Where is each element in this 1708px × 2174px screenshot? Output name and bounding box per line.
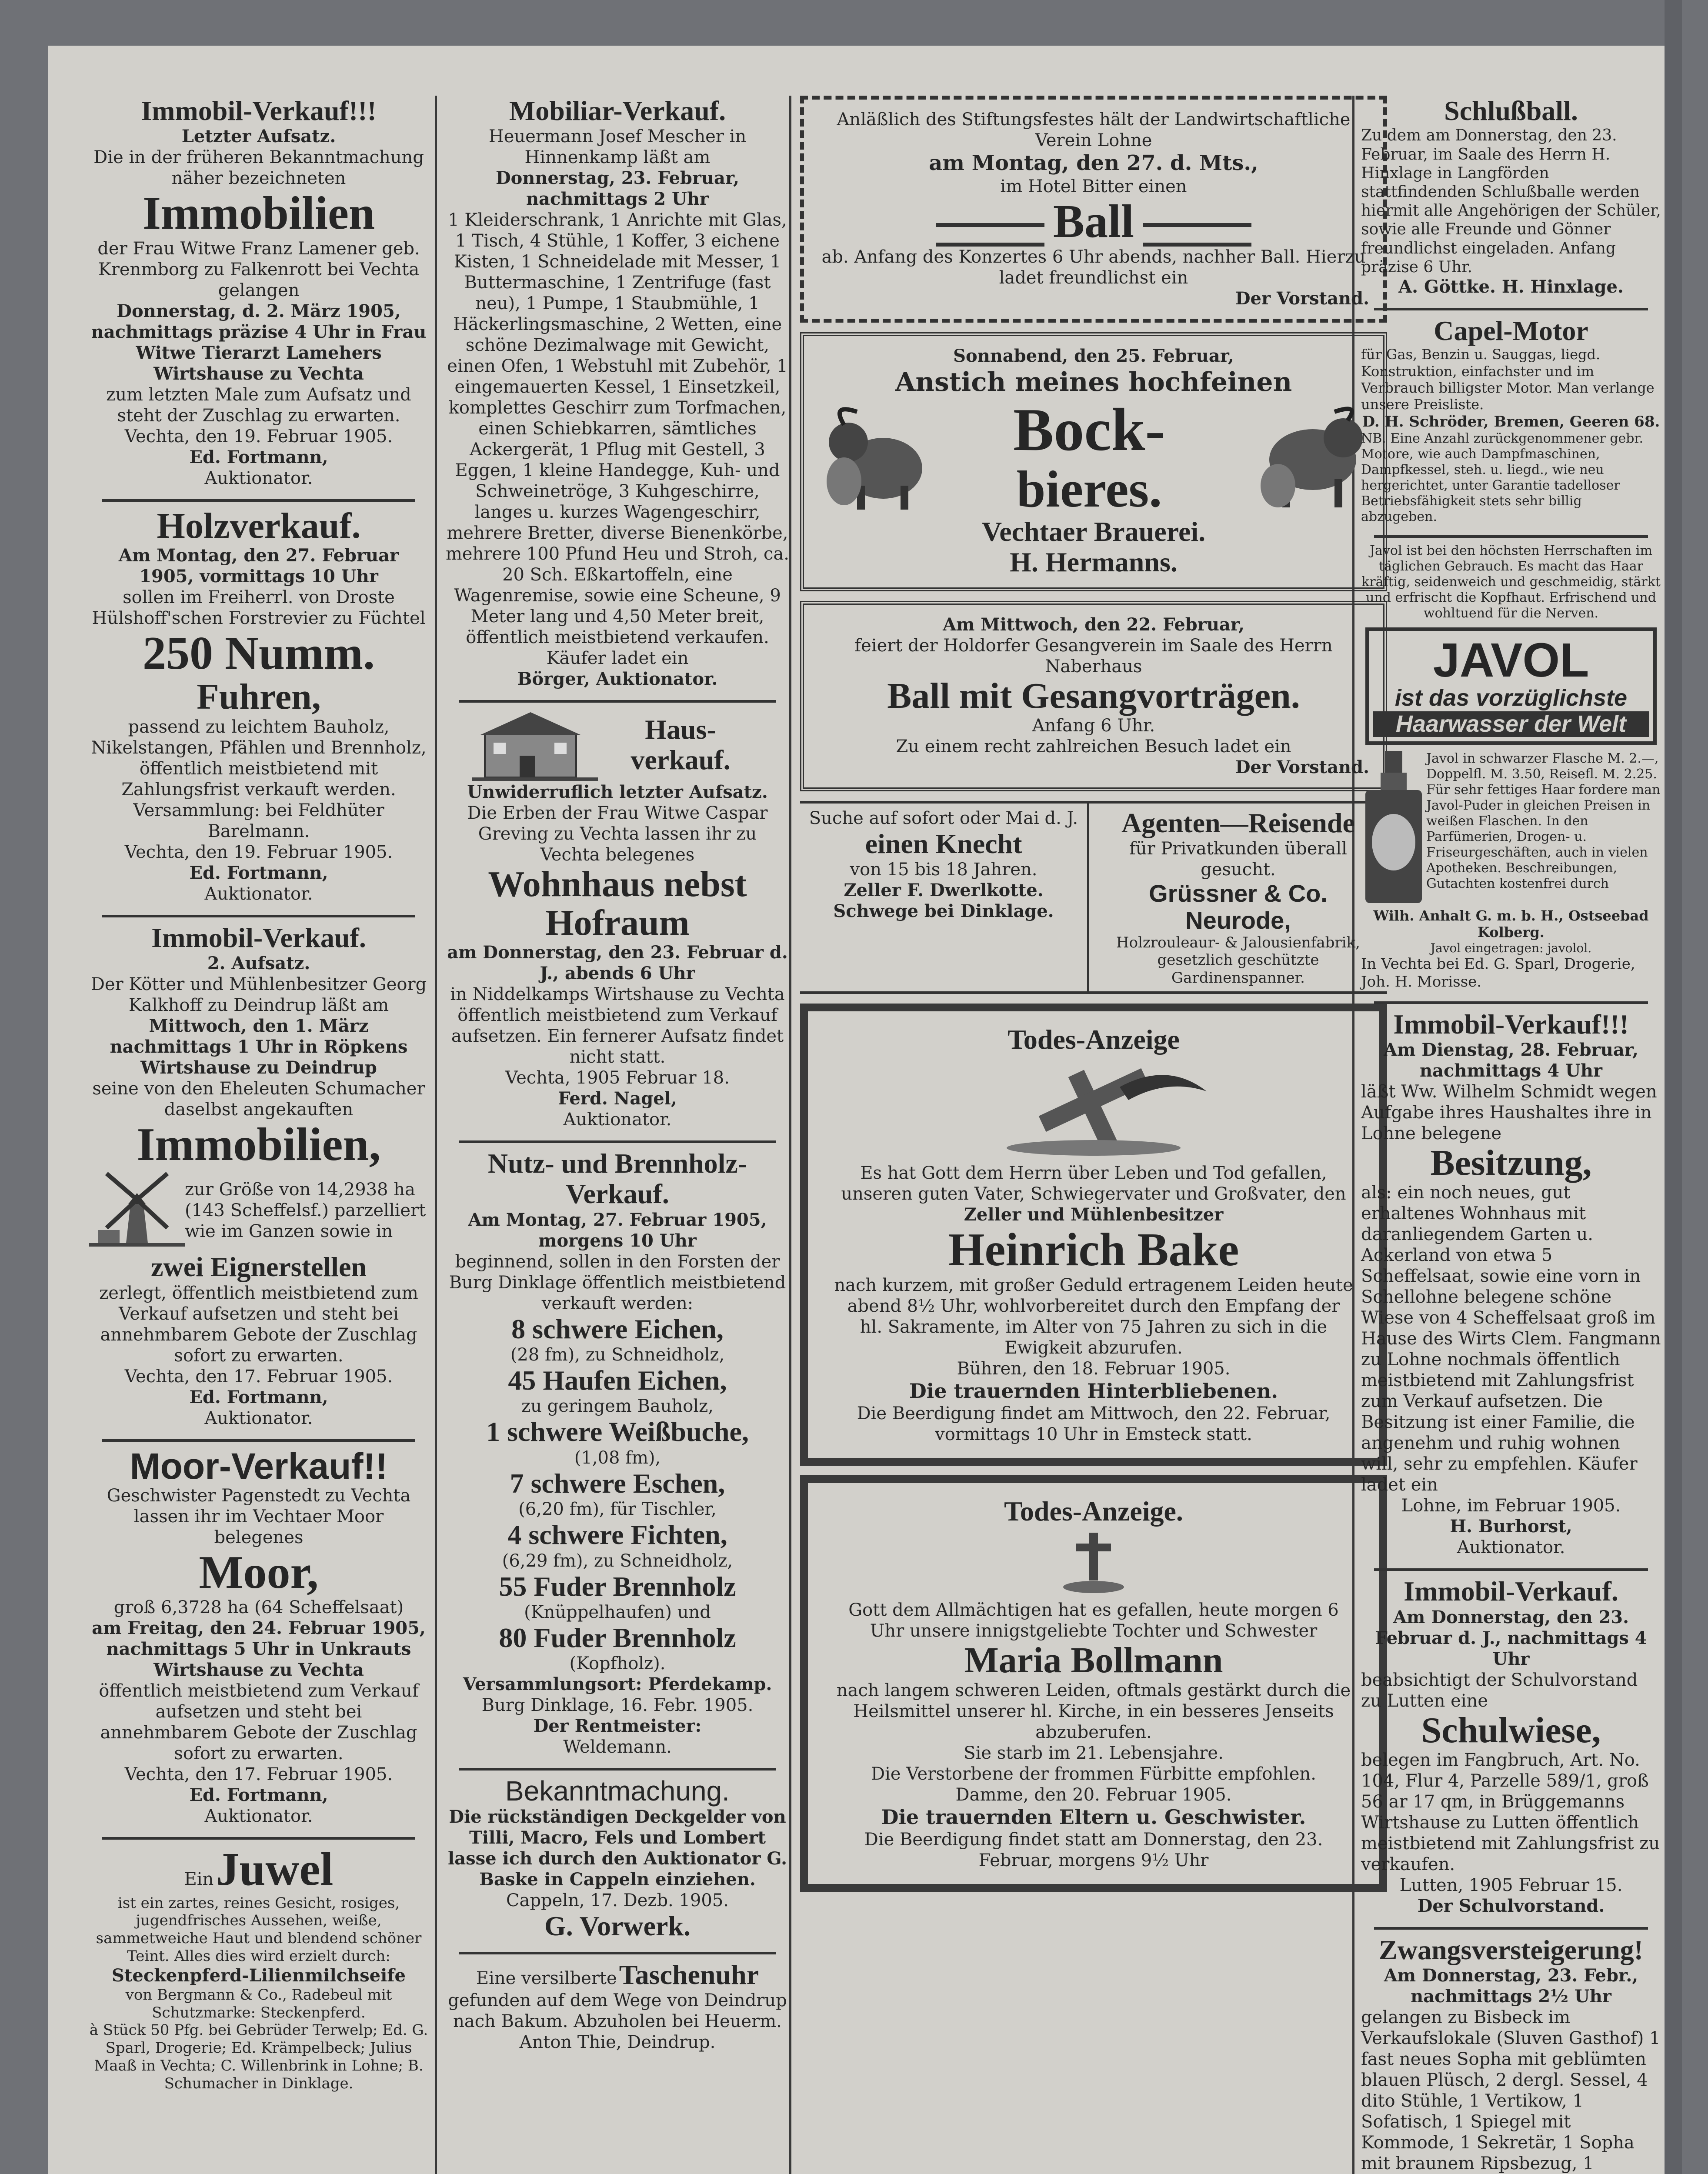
house-header bbox=[446, 708, 789, 782]
lot-detail: (28 fm), zu Schneidholz, bbox=[510, 1344, 725, 1365]
ad-owner: H. Hermanns. bbox=[1010, 547, 1178, 578]
ad-immobil-verkauf-2 bbox=[89, 923, 428, 1429]
ad-name: Heinrich Bake bbox=[948, 1224, 1239, 1276]
ad-meeting: Versammlungsort: Pferdekamp. bbox=[463, 1674, 772, 1695]
ad-text: gelangen zu Bisbeck im Verkaufslokale (Sluven Gasthof) 1 fast neues Sopha mit geblümten blauen Plüsch, 2 dergl. Sessel, 4 dito Stühle, 1 Vertikow, 1 Sofatisch, 1 Spiegel mit Kommode, 1 Sekretär, 1 Sopha mit braunem Ripsbezug, 1 bbox=[1361, 2007, 1661, 2174]
ad-title: Agenten—Reisende bbox=[1121, 807, 1355, 839]
ad-meeting: Versammlung: bei Feldhüter Barelmann. bbox=[133, 800, 384, 841]
ad-role: Auktionator. bbox=[1457, 1537, 1565, 1558]
ad-bockbier bbox=[800, 332, 1387, 591]
windmill-icon bbox=[89, 1169, 185, 1252]
ad-title-small: Ein bbox=[184, 1869, 214, 1890]
ad-title: Todes-Anzeige bbox=[1007, 1024, 1180, 1055]
ad-text: Heuermann Josef Mescher in Hinnenkamp läßt am bbox=[488, 127, 747, 168]
column-4 bbox=[1361, 96, 1661, 2174]
lot-item: 45 Haufen Eichen, bbox=[508, 1364, 727, 1396]
ad-firm: D. H. Schröder, Bremen, Geeren 68. bbox=[1362, 413, 1660, 430]
cross-icon bbox=[963, 1061, 1224, 1157]
ad-text: für Privatkunden überall gesucht. bbox=[1129, 839, 1347, 880]
ad-divider bbox=[459, 1768, 776, 1771]
ad-headline: zwei Eignerstellen bbox=[151, 1251, 367, 1283]
ad-taschenuhr bbox=[446, 1960, 789, 2053]
ad-place-date: Vechta, den 17. Februar 1905. bbox=[124, 1764, 393, 1785]
small-ads-row bbox=[800, 801, 1387, 994]
ad-divider bbox=[1374, 1568, 1648, 1571]
ad-date: Donnerstag, 23. Februar, nachmittags 2 Uhr bbox=[495, 168, 740, 210]
ad-place-date: Vechta, 1905 Februar 18. bbox=[505, 1067, 730, 1088]
ad-text: als: ein noch neues, gut erhaltenes Wohnhaus mit daranliegendem Garten u. Ackerland von etwa 5 Scheffelsaat, sowie eine vorn in Schellohne belegene schöne Wiese von 4 Scheffelsaat groß im Hause des Wirts Clem. Fangmann zu Lohne nochmals öffentlich meistbietend mit Zahlungsfrist zum Verkauf aufsetzen. Die Besitzung ist einer Familie, die angenehm und ruhig wohnen will, sehr zu empfehlen. Käufer ladet ein bbox=[1361, 1183, 1661, 1495]
ad-text: Die Erben der Frau Witwe Caspar Greving zu Vechta lassen ihr zu Vechta belegenes bbox=[467, 803, 768, 865]
ad-size: groß 6,3728 ha (64 Scheffelsaat) bbox=[113, 1597, 404, 1618]
ad-funeral: Die Beerdigung findet am Mittwoch, den 22. Februar, vormittags 10 Uhr in Emsteck statt. bbox=[857, 1404, 1331, 1444]
ad-text: Der Kötter und Mühlenbesitzer Georg Kalkhoff zu Deindrup läßt am bbox=[90, 974, 427, 1015]
javol-detail-row bbox=[1361, 751, 1661, 907]
ad-name: Maria Bollmann bbox=[964, 1640, 1223, 1681]
ad-text: Es hat Gott dem Herrn über Leben und Tod gefallen, unseren guten Vater, Schwiegervater und Großvater, den bbox=[841, 1163, 1346, 1204]
ad-signature: Ed. Fortmann, bbox=[189, 1785, 328, 1806]
ad-firm: Grüssner & Co. Neurode, bbox=[1149, 880, 1328, 934]
lot-detail: (6,29 fm), zu Schneidholz, bbox=[502, 1550, 733, 1571]
ad-date: Am Montag, den 27. Februar 1905, vormittags 10 Uhr bbox=[118, 545, 399, 587]
ad-text: seine von den Eheleuten Schumacher daselbst angekauften bbox=[92, 1078, 425, 1120]
ad-title: Todes-Anzeige. bbox=[1004, 1496, 1183, 1527]
ad-signature: Ed. Fortmann, bbox=[189, 862, 328, 883]
column-1 bbox=[89, 96, 428, 2103]
ad-signature: Zeller F. Dwerlkotte. bbox=[844, 880, 1044, 901]
ad-title: Schlußball. bbox=[1444, 95, 1578, 126]
ad-immobil-verkauf-1 bbox=[89, 96, 428, 489]
ad-role: Auktionator. bbox=[563, 1109, 672, 1130]
ad-headline: Fuhren, bbox=[197, 677, 321, 717]
ad-size: zur Größe von 14,2938 ha (143 Scheffelsf.) parzelliert wie im Ganzen sowie in bbox=[185, 1180, 426, 1242]
javol-banner bbox=[1365, 627, 1657, 745]
column-3 bbox=[800, 96, 1387, 1901]
ad-signature: Ferd. Nagel, bbox=[558, 1088, 677, 1109]
ad-headline: Immobilien, bbox=[137, 1118, 381, 1170]
ad-text: 1 Kleiderschrank, 1 Anrichte mit Glas, 1 Tisch, 4 Stühle, 1 Koffer, 3 eichene Kisten, 1 Schneidelade mit Messer, 1 Buttermaschine, 1 Zentrifuge (fast neu), 1 Pumpe, 1 Staubmühle, 1 Häckerlingsmaschine, 2 Wetten, eine schöne Dezimalwage mit Gewicht, einen Ofen, 1 Webstuhl mit Zubehör, 1 eingemauerten Kessel, 1 Einsetzkeil, komplettes Geschirr zum Torfmachen, einen Schiebkarren, sämtliches Ackergerät, 1 Pflug mit Gestell, 3 Eggen, 1 kleine Handegge, Kuh- und Schweinetröge, 3 Kuhgeschirre, langes u. kurzes Wagengeschirr, mehrere Bretter, diverse Bienenkörbe, mehrere 100 Pfund Heu und Stroh, ca. 20 Sch. Eßkartoffeln, eine Wagenremise, sowie eine Scheune, 9 Meter lang und 4,50 Meter breit, öffentlich meistbietend verkaufen. Käufer ladet ein bbox=[446, 210, 789, 669]
ad-divider bbox=[459, 1140, 776, 1143]
ad-reg: Javol eingetragen: javolol. bbox=[1430, 940, 1592, 955]
ad-title: Bekanntmachung. bbox=[505, 1775, 730, 1807]
ad-headline: Wohnhaus nebst Hofraum bbox=[488, 864, 747, 943]
ad-text: feiert der Holdorfer Gesangverein im Saale des Herrn Naberhaus bbox=[854, 635, 1333, 677]
goat-icon bbox=[818, 403, 931, 512]
ad-date: Am Donnerstag, den 23. Februar d. J., nachmittags 4 Uhr bbox=[1375, 1607, 1647, 1669]
ad-dealers: In Vechta bei Ed. G. Sparl, Drogerie, Joh. H. Morisse. bbox=[1361, 955, 1635, 991]
ad-text: in Niddelkamps Wirtshause zu Vechta öffentlich meistbietend zum Verkauf aufsetzen. Ein fernerer Aufsatz findet nicht statt. bbox=[450, 984, 785, 1067]
ad-date: Am Dienstag, 28. Februar, nachmittags 4 Uhr bbox=[1384, 1040, 1638, 1081]
ad-divider bbox=[1374, 535, 1648, 538]
ad-headline: Bock- bbox=[1013, 396, 1165, 464]
ad-text: passend zu leichtem Bauholz, Nikelstangen, Pfählen und Brennholz, öffentlich meistbietend mit Zahlungsfrist verkauft werden. bbox=[91, 717, 427, 800]
ad-todes-anzeige-bollmann bbox=[800, 1475, 1387, 1892]
ad-text: beabsichtigt der Schulvorstand zu Lutten eine bbox=[1361, 1670, 1638, 1711]
ad-role: Auktionator. bbox=[204, 884, 313, 904]
ad-start: Anfang 6 Uhr. bbox=[1032, 716, 1155, 736]
lot-detail: zu geringem Bauholz, bbox=[521, 1396, 714, 1417]
lot-item: 7 schwere Eschen, bbox=[510, 1467, 725, 1499]
ad-mobiliar-verkauf bbox=[446, 96, 789, 690]
lot-item: 1 schwere Weißbuche, bbox=[486, 1416, 749, 1447]
ad-text: sollen im Freiherrl. von Droste Hülshoff'schen Forstrevier zu Füchtel bbox=[92, 587, 426, 628]
ad-text: zum letzten Male zum Aufsatz und steht der Zuschlag zu erwarten. bbox=[106, 384, 411, 426]
ad-place-date: Bühren, den 18. Februar 1905. bbox=[957, 1358, 1231, 1379]
ad-schlussball bbox=[1361, 96, 1661, 297]
ad-todes-anzeige-bake bbox=[800, 1004, 1387, 1466]
ad-text: von 15 bis 18 Jahren. bbox=[850, 860, 1037, 880]
ad-headline: Taschenuhr bbox=[619, 1959, 759, 1991]
ad-text: Javol in schwarzer Flasche M. 2.—, Doppelfl. M. 3.50, Reisefl. M. 2.25. Für sehr fettiges Haar fordere man Javol-Puder in gleichen Preisen in weißen Flaschen. In den Parfümerien, Drogen- u. Friseurgeschäften, auch in vielen Apotheken. Beschreibungen, Gutachten kostenfrei durch bbox=[1426, 750, 1661, 891]
ad-place-date: Vechta, den 19. Februar 1905. bbox=[124, 842, 393, 862]
ad-text: Holzrouleaur- & Jalousienfabrik, gesetzlich geschützte Gardinenspanner. bbox=[1116, 934, 1360, 987]
todes-title-row bbox=[834, 1496, 1353, 1527]
ad-date: Donnerstag, d. 2. März 1905, nachmittags präzise 4 Uhr in Frau Witwe Tierarzt Lamehers Wirtshause zu Vechta bbox=[91, 300, 427, 384]
ad-date: am Montag, den 27. d. Mts., bbox=[929, 151, 1258, 175]
ad-text: Anläßlich des Stiftungsfestes hält der Landwirtschaftliche Verein Lohne bbox=[837, 110, 1351, 150]
ad-place: Schwege bei Dinklage. bbox=[833, 901, 1054, 922]
ad-signature: G. Vorwerk. bbox=[544, 1910, 691, 1941]
ad-divider bbox=[459, 1952, 776, 1954]
ad-subtitle: Unwiderruflich letzter Aufsatz. bbox=[467, 782, 768, 803]
ad-date: Am Mittwoch, den 22. Februar, bbox=[943, 614, 1244, 635]
cross-illustration bbox=[834, 1061, 1353, 1157]
ad-text: Gott dem Allmächtigen hat es gefallen, heute morgen 6 Uhr unsere innigstgeliebte Tochter und Schwester bbox=[848, 1600, 1339, 1641]
ad-title: Mobiliar-Verkauf. bbox=[509, 95, 726, 126]
column-2 bbox=[446, 96, 789, 2063]
ad-divider bbox=[1374, 308, 1648, 310]
ad-text: öffentlich meistbietend zum Verkauf aufsetzen und steht bei annehmbarem Gebote der Zuschlag sofort zu erwarten. bbox=[99, 1681, 419, 1764]
ad-brand: JAVOL bbox=[1433, 633, 1589, 687]
ad-place-date: Vechta, den 17. Februar 1905. bbox=[124, 1366, 393, 1387]
ad-signature: Börger, Auktionator. bbox=[517, 669, 718, 690]
ad-moor-verkauf bbox=[89, 1447, 428, 1827]
ad-headline: Ball mit Gesangvorträgen. bbox=[887, 675, 1300, 716]
bottle-icon bbox=[1361, 751, 1426, 907]
cross-illustration bbox=[834, 1533, 1353, 1594]
lot-item: 4 schwere Fichten, bbox=[507, 1519, 727, 1550]
ad-place-date: Burg Dinklage, 16. Febr. 1905. bbox=[481, 1695, 754, 1716]
ad-funeral: Die Beerdigung findet statt am Donnerstag, den 23. Februar, morgens 9½ Uhr bbox=[864, 1829, 1323, 1871]
lot-item: 55 Fuder Brennholz bbox=[499, 1570, 736, 1602]
column-rule bbox=[789, 96, 791, 2174]
ad-firm: Vechtaer Brauerei. bbox=[981, 516, 1206, 547]
ad-title: Immobil-Verkauf!!! bbox=[141, 95, 377, 126]
ad-headline: 250 Numm. bbox=[143, 627, 375, 679]
ad-signature: Der Schulvorstand. bbox=[1417, 1896, 1605, 1917]
lot-detail: (Knüppelhaufen) und bbox=[524, 1602, 711, 1622]
ad-headline: Immobilien bbox=[142, 187, 375, 240]
ad-slogan: Haarwasser der Welt bbox=[1373, 711, 1649, 737]
ad-javol bbox=[1361, 543, 1661, 991]
ad-text: ist ein zartes, reines Gesicht, rosiges, jugendfrisches Aussehen, weiße, sammetweiche Haut und blendend schöner Teint. Alles dies wird erzielt durch: bbox=[96, 1894, 422, 1965]
column-rule bbox=[435, 96, 437, 2174]
ad-signature: Der Rentmeister: bbox=[533, 1716, 702, 1737]
ad-title: Zwangsversteigerung! bbox=[1379, 1934, 1643, 1966]
ad-place-date: Cappeln, 17. Dezb. 1905. bbox=[506, 1890, 729, 1911]
ad-role: Auktionator. bbox=[204, 468, 313, 488]
ad-text: nach langem schweren Leiden, oftmals gestärkt durch die Heilsmittel unserer hl. Kirche, in ein besseres Jenseits abzuberufen. bbox=[836, 1680, 1351, 1742]
ad-text: Suche auf sofort oder Mai d. J. bbox=[809, 808, 1078, 829]
bock-illustration-row bbox=[818, 398, 1369, 517]
ad-hausverkauf bbox=[446, 708, 789, 1130]
ad-place-date: Lohne, im Februar 1905. bbox=[1401, 1496, 1621, 1516]
ad-headline: Besitzung, bbox=[1430, 1143, 1592, 1184]
ad-divider bbox=[1374, 1927, 1648, 1930]
house-icon bbox=[472, 708, 598, 782]
ad-place-date: Vechta, den 19. Februar 1905. bbox=[124, 426, 393, 447]
ad-text: Die in der früheren Bekanntmachung näher bezeichneten bbox=[93, 147, 424, 189]
ad-prayer: Die Verstorbene der frommen Fürbitte empfohlen. bbox=[871, 1764, 1316, 1784]
ad-text: Geschwister Pagenstedt zu Vechta lassen ihr im Vechtaer Moor belegenes bbox=[107, 1485, 411, 1547]
newspaper-page bbox=[48, 46, 1665, 2174]
goat-icon bbox=[1248, 403, 1369, 512]
ad-note: NB. Eine Anzahl zurückgenommener gebr. Motore, wie auch Dampfmaschinen, Dampfkessel, steh. u. liegd., wie neu hergerichtet, unter Garantie tadelloser Betriebsfähigkeit stets sehr billig abzugeben. bbox=[1361, 430, 1644, 524]
ad-product: Steckenpferd-Lilienmilchseife bbox=[112, 1965, 406, 1986]
ad-signature: Ed. Fortmann, bbox=[189, 447, 328, 467]
ad-text: zerlegt, öffentlich meistbietend zum Verkauf aufsetzen und steht bei annehmbarem Gebote der Zuschlag sofort zu erwarten. bbox=[99, 1283, 418, 1366]
ad-text: Zu dem am Donnerstag, den 23. Februar, im Saale des Herrn H. Hinxlage in Langförden stattfindenden Schlußballe werden hiermit alle Angehörigen der Schüler, sowie alle Freunde und Gönner freundlichst eingeladen. Anfang präzise 6 Uhr. bbox=[1361, 127, 1661, 276]
ad-text: Javol ist bei den höchsten Herrschaften im täglichen Gebrauch. Es macht das Haar kräftig, seidenweich und geschmeidig, stärkt und erfrischt die Kopfhaut. Erfrischend und wohltuend für die Nerven. bbox=[1361, 543, 1661, 621]
ad-signature: Der Vorstand. bbox=[1235, 288, 1369, 309]
ad-text: ab. Anfang des Konzertes 6 Uhr abends, nachher Ball. Hierzu ladet freundlichst ein bbox=[821, 247, 1366, 288]
ad-role: Zeller und Mühlenbesitzer bbox=[964, 1204, 1224, 1225]
windmill-block bbox=[89, 1169, 428, 1252]
ad-place: im Hotel Bitter einen bbox=[1000, 176, 1187, 197]
ad-place-date: Lutten, 1905 Februar 15. bbox=[1399, 1875, 1623, 1896]
ad-text: für Gas, Benzin u. Sauggas, liegd. Konstruktion, einfachster und im Verbrauch billigster Motor. Man verlange unsere Preisliste. bbox=[1361, 346, 1655, 413]
ad-holzverkauf bbox=[89, 507, 428, 904]
ad-name: Weldemann. bbox=[563, 1737, 672, 1757]
ad-date: Sonnabend, den 25. Februar, bbox=[953, 346, 1234, 367]
ad-title: Immobil-Verkauf!!! bbox=[1393, 1008, 1629, 1040]
ad-date: Mittwoch, den 1. März nachmittags 1 Uhr in Röpkens Wirtshause zu Deindrup bbox=[110, 1015, 408, 1078]
ad-immobil-verkauf-lutten bbox=[1361, 1576, 1661, 1917]
ad-ball-lohne bbox=[800, 96, 1387, 323]
ad-divider bbox=[1374, 1001, 1648, 1004]
ad-text: Eine versilberte bbox=[476, 1968, 617, 1989]
ad-text: Die rückständigen Deckgelder von Tilli, Macro, Fels und Lombert lasse ich durch den Auktionator G. Baske in Cappeln einziehen. bbox=[448, 1806, 787, 1890]
ad-capel-motor bbox=[1361, 316, 1661, 525]
ad-date: am Freitag, den 24. Februar 1905, nachmittags 5 Uhr in Unkrauts Wirtshause zu Vechta bbox=[92, 1618, 426, 1681]
ad-slogan: ist das vorzüglichste bbox=[1394, 685, 1628, 711]
ad-nutzholz-verkauf bbox=[446, 1148, 789, 1758]
ad-place-date: Damme, den 20. Februar 1905. bbox=[955, 1784, 1232, 1805]
ad-title: Juwel bbox=[216, 1844, 334, 1896]
ad-signature: Ed. Fortmann, bbox=[189, 1387, 328, 1407]
ad-title: Immobil-Verkauf. bbox=[1404, 1576, 1618, 1607]
ad-headline: bieres. bbox=[1016, 460, 1162, 518]
ad-divider bbox=[102, 915, 415, 917]
lot-item: 8 schwere Eichen, bbox=[511, 1313, 724, 1344]
ad-text: läßt Ww. Wilhelm Schmidt wegen Aufgabe ihres Haushaltes ihre in Lohne belegene bbox=[1361, 1082, 1657, 1144]
lot-detail: (Kopfholz). bbox=[569, 1654, 666, 1674]
ad-gesangverein bbox=[800, 601, 1387, 791]
ad-divider bbox=[459, 700, 776, 703]
ad-title: Immobil-Verkauf. bbox=[151, 922, 366, 953]
page-edge bbox=[1665, 0, 1682, 2174]
ad-signature: A. Göttke. H. Hinxlage. bbox=[1398, 276, 1624, 297]
ad-divider bbox=[102, 1837, 415, 1840]
ad-title: Moor-Verkauf!! bbox=[130, 1445, 388, 1487]
ad-text: beginnend, sollen in den Forsten der Burg Dinklage öffentlich meistbietend verkauft werden: bbox=[449, 1251, 786, 1314]
ad-headline: Moor, bbox=[199, 1546, 319, 1598]
ad-text: nach kurzem, mit großer Geduld ertragenem Leiden heute abend 8½ Uhr, wohlvorbereitet durch den Empfang der hl. Sakramente, im Alter von 75 Jahren zu sich in die Ewigkeit abzurufen. bbox=[834, 1275, 1353, 1358]
ad-date: Am Montag, 27. Februar 1905, morgens 10 Uhr bbox=[468, 1209, 767, 1251]
ad-subtitle: Letzter Aufsatz. bbox=[181, 126, 336, 147]
ad-bekanntmachung bbox=[446, 1776, 789, 1941]
ad-text: Anstich meines hochfeinen bbox=[895, 367, 1292, 398]
ad-firm: Wilh. Anhalt G. m. b. H., Ostseebad Kolberg. bbox=[1373, 907, 1649, 941]
ad-headline: einen Knecht bbox=[865, 828, 1022, 860]
ad-signature: Der Vorstand. bbox=[1235, 757, 1369, 778]
ad-text: belegen im Fangbruch, Art. No. 104, Flur 4, Parzelle 589/1, groß 56 ar 17 qm, in Brüggemanns Wirtshause zu Lutten öffentlich meistbietend mit Zahlungsfrist zu verkaufen. bbox=[1361, 1750, 1660, 1875]
ad-headline: Ball bbox=[1053, 195, 1134, 247]
ad-role: Auktionator. bbox=[204, 1806, 313, 1827]
ad-headline: Schulwiese, bbox=[1421, 1710, 1601, 1751]
lot-detail: (1,08 fm), bbox=[574, 1447, 661, 1468]
ad-juwel bbox=[89, 1845, 428, 2092]
ad-signature: H. Burhorst, bbox=[1450, 1516, 1572, 1537]
ad-title: Haus-verkauf. bbox=[630, 714, 731, 776]
ad-zwangsversteigerung bbox=[1361, 1935, 1661, 2174]
cross-icon bbox=[1059, 1533, 1128, 1594]
ad-role: Auktionator. bbox=[204, 1408, 313, 1428]
ad-text: gefunden auf dem Wege von Deindrup nach Bakum. Abzuholen bei Heuerm. Anton Thie, Deindrup. bbox=[448, 1991, 787, 2053]
lot-detail: (6,20 fm), für Tischler, bbox=[518, 1499, 717, 1520]
lot-item: 80 Fuder Brennholz bbox=[499, 1622, 736, 1653]
ad-signature: Die trauernden Eltern u. Geschwister. bbox=[881, 1805, 1306, 1829]
ad-title: Nutz- und Brennholz-Verkauf. bbox=[487, 1147, 747, 1210]
ad-immobil-verkauf-schmidt bbox=[1361, 1009, 1661, 1558]
ad-date: am Donnerstag, den 23. Februar d. J., abends 6 Uhr bbox=[447, 942, 788, 984]
ad-agenten bbox=[1089, 804, 1387, 991]
ad-signature: Die trauernden Hinterbliebenen. bbox=[909, 1379, 1278, 1403]
ad-text: der Frau Witwe Franz Lamener geb. Krenmborg zu Falkenrott bei Vechta gelangen bbox=[97, 238, 420, 300]
ad-date: Am Donnerstag, 23. Febr., nachmittags 2½ Uhr bbox=[1384, 1965, 1638, 2007]
ad-text: Zu einem recht zahlreichen Besuch ladet ein bbox=[896, 737, 1291, 757]
ad-text: à Stück 50 Pfg. bei Gebrüder Terwelp; Ed. G. Sparl, Drogerie; Ed. Krämpelbeck; Julius Maaß in Vechta; C. Willenbrink in Lohne; B. Schumacher in Dinklage. bbox=[89, 2021, 428, 2092]
ad-subtitle: 2. Aufsatz. bbox=[207, 953, 310, 974]
ad-title: Capel-Motor bbox=[1434, 315, 1588, 346]
ad-age: Sie starb im 21. Lebensjahre. bbox=[964, 1743, 1224, 1763]
ad-knecht bbox=[800, 804, 1089, 991]
ad-maker: von Bergmann & Co., Radebeul mit Schutzmarke: Steckenpferd. bbox=[125, 1986, 392, 2021]
ad-divider bbox=[102, 1439, 415, 1442]
ad-divider bbox=[102, 499, 415, 502]
ad-title: Holzverkauf. bbox=[157, 505, 361, 546]
